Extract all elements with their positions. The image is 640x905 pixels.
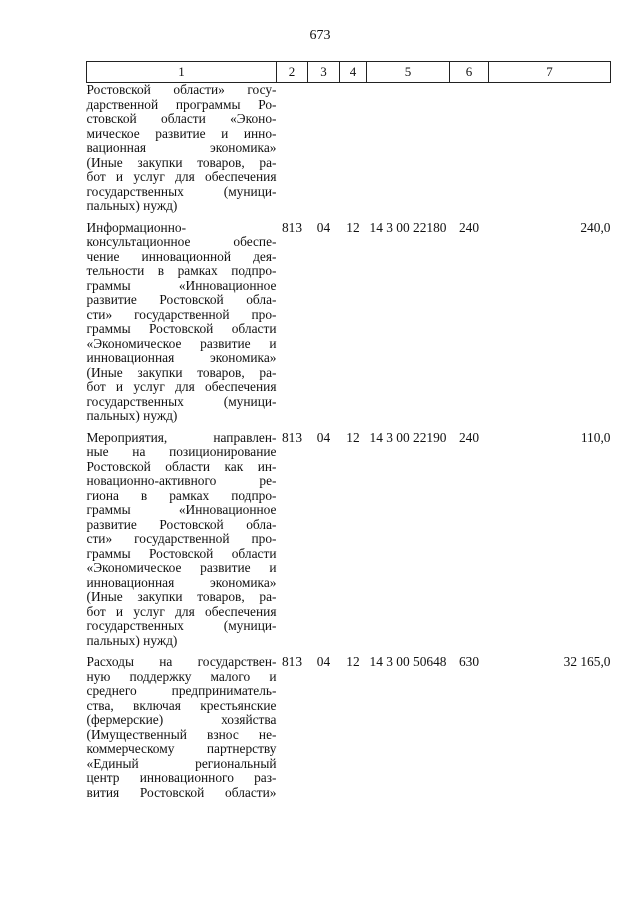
description-line: Ростовской области как ин- xyxy=(86,458,277,474)
cell-section xyxy=(308,83,340,214)
description-line: новационно-активного ре- xyxy=(86,473,277,488)
cell-ministry-code xyxy=(277,83,308,214)
cell-ministry-code: 813 xyxy=(281,219,303,235)
description-line: среднего предприниматель- xyxy=(86,683,277,698)
budget-table xyxy=(86,61,611,800)
column-header-4: 4 xyxy=(340,62,367,83)
row-description xyxy=(87,214,277,424)
description-line: Мероприятия, направлен- xyxy=(86,429,277,445)
column-header-1: 1 xyxy=(87,62,277,83)
description-line: ную поддержку малого и xyxy=(86,668,277,684)
description-line: бот и услуг для обеспечения xyxy=(86,169,277,184)
description-line: пальных) нужд) xyxy=(86,632,178,648)
row-description xyxy=(87,424,277,649)
description-line: сти» государственной про- xyxy=(86,531,277,546)
description-line: чение инновационной дея- xyxy=(86,248,277,264)
description-line: государственных (муници- xyxy=(86,618,277,633)
description-line: (Имущественный взнос не- xyxy=(86,726,277,742)
description-line: Информационно- xyxy=(86,219,187,235)
description-line: граммы Ростовской области xyxy=(86,545,277,561)
cell-expense-type xyxy=(450,83,489,214)
description-line: консультационное обеспе- xyxy=(86,234,277,249)
description-line: тельности в рамках подпро- xyxy=(86,263,277,278)
description-line: государственных (муници- xyxy=(86,183,277,199)
description-line: сти» государственной про- xyxy=(86,306,277,322)
cell-expense-type: 630 xyxy=(458,654,480,669)
table-row xyxy=(87,214,611,424)
description-line: (Иные закупки товаров, ра- xyxy=(86,589,277,604)
column-header-7: 7 xyxy=(489,62,611,83)
description-line: развитие Ростовской обла- xyxy=(86,292,277,307)
description-line: «Экономическое развитие и xyxy=(86,335,277,351)
description-line: ства, включая крестьянские xyxy=(86,697,277,713)
description-line: ные на позиционирование xyxy=(86,444,277,459)
cell-ministry-code: 813 xyxy=(281,654,303,669)
cell-target-article: 14 3 00 22180 xyxy=(369,219,447,235)
description-line: (Иные закупки товаров, ра- xyxy=(86,154,277,170)
cell-subsection: 12 xyxy=(346,654,360,669)
cell-expense-type: 240 xyxy=(458,219,480,235)
cell-target-article: 14 3 00 50648 xyxy=(369,654,447,669)
cell-target-article xyxy=(367,83,450,214)
cell-section: 04 xyxy=(316,429,331,445)
header-row xyxy=(87,62,611,83)
description-line: Ростовской области» госу- xyxy=(86,82,277,97)
cell-amount xyxy=(489,83,611,214)
description-line: пальных) нужд) xyxy=(86,198,178,213)
cell-subsection xyxy=(340,83,367,214)
column-header-3: 3 xyxy=(308,62,340,83)
description-line: развитие Ростовской обла- xyxy=(86,516,277,532)
description-line: вития Ростовской области» xyxy=(86,784,277,800)
row-description xyxy=(87,83,277,214)
cell-section: 04 xyxy=(316,654,331,669)
column-header-2: 2 xyxy=(277,62,308,83)
page-number: 673 xyxy=(309,28,331,43)
description-line: коммерческому партнерству xyxy=(86,741,277,756)
column-header-6: 6 xyxy=(450,62,489,83)
cell-amount: 110,0 xyxy=(580,429,611,445)
description-line: инновационная экономика» xyxy=(86,350,277,365)
description-line: пальных) нужд) xyxy=(86,408,178,423)
description-line: мическое развитие и инно- xyxy=(86,125,277,141)
description-line: Расходы на государствен- xyxy=(86,654,277,669)
cell-subsection: 12 xyxy=(346,219,360,235)
description-line: бот и услуг для обеспечения xyxy=(86,603,277,619)
description-line: центр инновационного раз- xyxy=(86,770,277,785)
description-line: (фермерские) хозяйства xyxy=(86,712,277,727)
description-line: гиона в рамках подпро- xyxy=(86,487,277,503)
cell-expense-type: 240 xyxy=(458,429,480,445)
description-line: граммы Ростовской области xyxy=(86,321,277,336)
cell-ministry-code: 813 xyxy=(281,429,303,445)
cell-section: 04 xyxy=(316,219,331,235)
table-row xyxy=(87,648,611,800)
description-line: «Экономическое развитие и xyxy=(86,560,277,575)
description-line: дарственной программы Ро- xyxy=(86,96,277,112)
cell-amount: 32 165,0 xyxy=(563,654,611,669)
description-line: (Иные закупки товаров, ра- xyxy=(86,364,277,380)
cell-subsection: 12 xyxy=(346,429,360,445)
description-line: вационная экономика» xyxy=(86,140,277,155)
description-line: стовской области «Эконо- xyxy=(86,111,277,126)
cell-amount: 240,0 xyxy=(580,219,611,235)
table-row xyxy=(87,424,611,649)
row-description xyxy=(87,648,277,800)
cell-target-article: 14 3 00 22190 xyxy=(369,429,447,445)
description-line: государственных (муници- xyxy=(86,393,277,409)
description-line: «Единый региональный xyxy=(86,755,277,771)
column-header-5: 5 xyxy=(367,62,450,83)
description-line: граммы «Инновационное xyxy=(86,277,277,293)
description-line: инновационная экономика» xyxy=(86,574,277,590)
description-line: граммы «Инновационное xyxy=(86,502,277,517)
table-row xyxy=(87,83,611,214)
description-line: бот и услуг для обеспечения xyxy=(86,379,277,394)
